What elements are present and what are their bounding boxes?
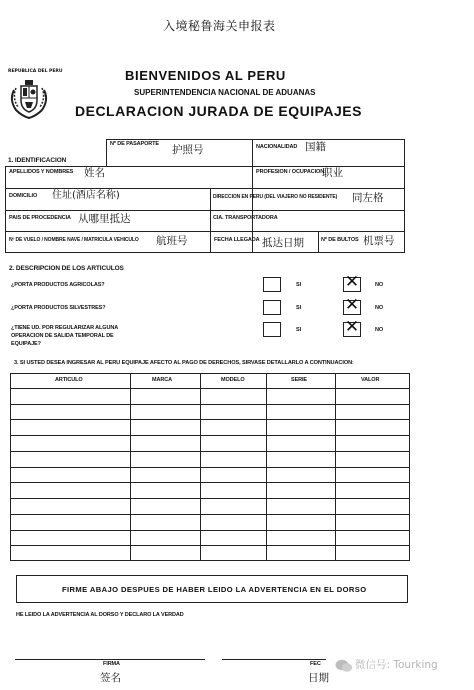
flight-value[interactable]: 航班号 xyxy=(156,235,188,247)
table-row-line xyxy=(10,451,410,452)
section3-title: 3. SI USTED DESEA INGRESAR AL PERU EQUIPAJE AFECTO AL PAGO DE DERECHOS, SIRVASE DETALLARLO A CONTINUACION: xyxy=(14,360,354,366)
table-row-line xyxy=(10,482,410,483)
check-x-mark-icon: ✕ xyxy=(344,295,360,315)
passport-label: Nº DE PASAPORTE xyxy=(110,141,159,147)
wildlife-yes-label: SI xyxy=(296,305,301,311)
temporary-exit-no-checkbox[interactable] xyxy=(343,317,361,337)
watermark-text: 微信号: Tourking xyxy=(355,659,438,671)
profession-value[interactable]: 职业 xyxy=(322,167,343,179)
arrival-value[interactable]: 抵达日期 xyxy=(262,237,304,249)
date-value[interactable]: 日期 xyxy=(308,672,329,684)
origin-value[interactable]: 从哪里抵达 xyxy=(78,213,131,225)
check-x-mark-icon: ✕ xyxy=(344,272,360,292)
wildlife-yes-checkbox[interactable] xyxy=(263,300,281,315)
profession-label: PROFESION / OCUPACION xyxy=(256,169,325,175)
section2-title: 2. DESCRIPCION DE LOS ARTICULOS xyxy=(9,265,124,272)
flight-label: Nº DE VUELO / NOMBRE NAVE / MATRICULA VEHICULO xyxy=(9,237,139,243)
column-header-serie: SERIE xyxy=(291,377,308,383)
table-row-line xyxy=(10,545,410,546)
table-row-line xyxy=(10,404,410,405)
nationality-value[interactable]: 国籍 xyxy=(305,141,326,153)
section1-title: 1. IDENTIFICACION xyxy=(8,157,67,164)
column-header-modelo: MODELO xyxy=(221,377,245,383)
signature-value[interactable]: 签名 xyxy=(100,672,121,684)
signature-label: FIRMA xyxy=(103,661,120,667)
wechat-watermark xyxy=(329,655,472,677)
bags-value[interactable]: 机票号 xyxy=(363,235,395,247)
date-line xyxy=(222,659,326,660)
agricultural-no-label: NO xyxy=(375,282,384,288)
table-row-line xyxy=(10,514,410,515)
signature-line xyxy=(15,659,205,660)
agricultural-yes-checkbox[interactable] xyxy=(263,277,281,292)
passport-value[interactable]: 护照号 xyxy=(172,144,204,156)
signature-warning-text: FIRME ABAJO DESPUES DE HABER LEIDO LA ADVERTENCIA EN EL DORSO xyxy=(62,585,367,594)
temporary-exit-no-label: NO xyxy=(375,327,384,333)
table-row-line xyxy=(10,435,410,436)
agricultural-yes-label: SI xyxy=(296,282,301,288)
question-wildlife: ¿PORTA PRODUCTOS SILVESTRES? xyxy=(11,305,106,311)
form-title: DECLARACION JURADA DE EQUIPAJES xyxy=(75,103,362,119)
check-x-mark-icon: ✕ xyxy=(344,317,360,337)
nationality-label: NACIONALIDAD xyxy=(256,144,298,150)
agricultural-no-checkbox[interactable] xyxy=(343,272,361,292)
declaration-text: HE LEIDO LA ADVERTENCIA AL DORSO Y DECLARO LA VERDAD xyxy=(16,612,184,618)
question-temporary-exit-line2: OPERACION DE SALIDA TEMPORAL DE xyxy=(11,333,114,339)
welcome-heading: BIENVENIDOS AL PERU xyxy=(125,68,286,83)
table-row-line xyxy=(10,467,410,468)
address-label: DOMICILIO xyxy=(9,193,38,199)
carrier-label: CIA. TRANSPORTADORA xyxy=(213,215,278,221)
agency-name: SUPERINTENDENCIA NACIONAL DE ADUANAS xyxy=(134,88,316,97)
origin-label: PAIS DE PROCEDENCIA xyxy=(9,215,71,221)
peru-coat-of-arms-seal xyxy=(6,69,63,120)
temporary-exit-yes-label: SI xyxy=(296,327,301,333)
question-temporary-exit-line3: EQUIPAJE? xyxy=(11,341,41,347)
date-label: FEC xyxy=(310,661,321,667)
names-value[interactable]: 姓名 xyxy=(84,167,105,179)
peru-address-label: DIRECCION EN PERU (DEL VIAJERO NO RESIDENTE) xyxy=(213,194,338,200)
names-label: APELLIDOS Y NOMBRES xyxy=(9,169,74,175)
table-row-line xyxy=(10,530,410,531)
question-agricultural: ¿PORTA PRODUCTOS AGRICOLAS? xyxy=(11,282,105,288)
address-value[interactable]: 住址(酒店名称) xyxy=(52,190,120,201)
wechat-icon xyxy=(335,659,353,673)
column-header-articulo: ARTICULO xyxy=(55,377,83,383)
table-row-line xyxy=(10,498,410,499)
peru-address-value[interactable]: 同左格 xyxy=(352,192,384,204)
chinese-title: 入境秘鲁海关申报表 xyxy=(163,19,276,33)
temporary-exit-yes-checkbox[interactable] xyxy=(263,322,281,337)
column-header-marca: MARCA xyxy=(152,377,172,383)
column-header-valor: VALOR xyxy=(361,377,380,383)
bags-label: Nº DE BULTOS xyxy=(321,237,359,243)
wildlife-no-label: NO xyxy=(375,305,384,311)
question-temporary-exit-line1: ¿TIENE UD. POR REGULARIZAR ALGUNA xyxy=(11,325,119,331)
table-row-line xyxy=(10,419,410,420)
wildlife-no-checkbox[interactable] xyxy=(343,295,361,315)
seal-text: REPUBLICA DEL PERU xyxy=(8,69,63,74)
arrival-label: FECHA LLEGADA xyxy=(214,237,260,243)
